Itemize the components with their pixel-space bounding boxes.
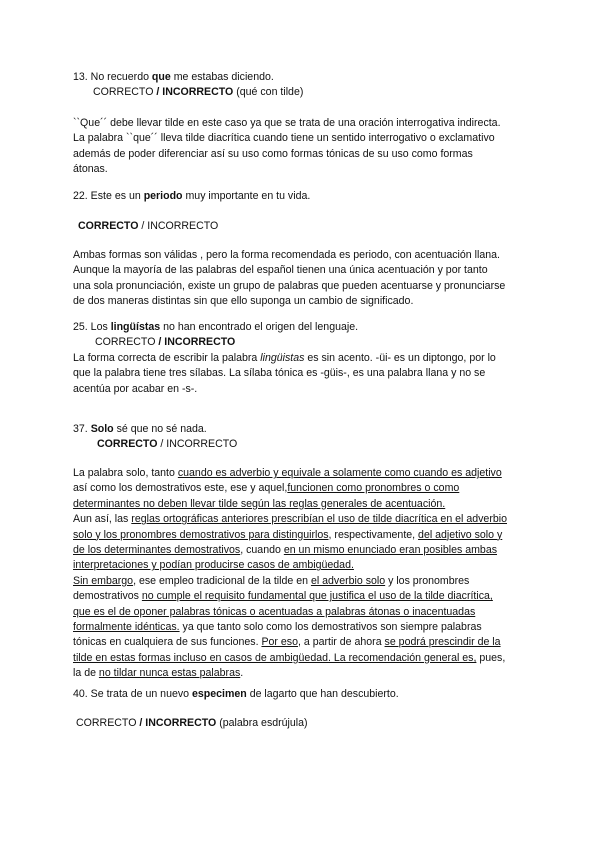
statement-text: de lagarto que han descubierto. xyxy=(246,688,399,700)
explanation-text: La palabra solo, tanto xyxy=(73,467,178,479)
underlined-text: que es el de oponer palabras tónicas o acentuadas a palabras átonas o inacentuadas xyxy=(73,605,476,618)
explanation-text: la de xyxy=(73,667,99,680)
explanation-line xyxy=(73,589,533,604)
explanation-line xyxy=(73,558,533,573)
question-13-statement xyxy=(73,70,533,85)
question-25-statement xyxy=(73,320,533,335)
question-40-statement xyxy=(73,687,533,702)
underlined-text: no cumple el requisito fundamental que justifica el uso de la tilde diacrítica, xyxy=(141,590,493,603)
question-number: 25. xyxy=(73,321,88,333)
question-37-explanation xyxy=(73,466,533,682)
explanation-line: acentúa por acabar en -s-. xyxy=(73,382,198,395)
question-37 xyxy=(73,422,533,453)
explanation-line xyxy=(73,620,533,635)
question-25 xyxy=(73,320,533,397)
question-40-answer xyxy=(76,716,536,731)
explanation-line: La palabra ``que´´ lleva tilde diacrítica cuando tiene un sentido interrogativo o exclamativo xyxy=(73,132,495,145)
question-22-statement xyxy=(73,189,533,204)
explanation-text: y los pronombres xyxy=(385,574,470,587)
answer-note: (palabra esdrújula) xyxy=(216,717,308,729)
explanation-line: una sola pronunciación, existe un grupo de palabras que pueden acentuarse y pronunciarse xyxy=(73,279,506,292)
explanation-text: . xyxy=(240,667,244,680)
explanation-line xyxy=(73,481,533,496)
answer-option-incorrecto: / INCORRECTO xyxy=(138,220,219,232)
explanation-text: , ese empleo tradicional de la tilde en xyxy=(133,574,311,587)
explanation-text: Aun así, las xyxy=(73,513,132,526)
underlined-text: interpretaciones y podían producirse casos de ambigüedad. xyxy=(73,559,354,572)
explanation-line: átonas. xyxy=(73,163,108,176)
statement-text: Se trata de un nuevo xyxy=(87,688,192,700)
underlined-text: Por eso xyxy=(261,636,298,649)
underlined-text: formalmente idénticas. xyxy=(73,621,180,634)
underlined-text: el adverbio solo xyxy=(310,574,386,587)
answer-option-incorrecto-selected: / INCORRECTO xyxy=(156,86,234,99)
question-13-answer xyxy=(73,85,533,100)
statement-text: No recuerdo xyxy=(87,71,152,83)
underlined-text: no tildar nunca estas palabras xyxy=(98,667,241,680)
answer-option-correcto: CORRECTO xyxy=(95,336,159,349)
question-37-statement xyxy=(73,422,533,437)
explanation-line xyxy=(73,351,533,366)
question-13-explanation xyxy=(73,116,533,178)
answer-option-correcto: CORRECTO xyxy=(93,86,157,99)
explanation-line xyxy=(73,651,533,666)
statement-keyword: especimen xyxy=(191,688,247,700)
statement-text: sé que no sé nada. xyxy=(113,423,207,435)
question-22 xyxy=(73,189,533,204)
statement-text: me estabas diciendo. xyxy=(170,71,274,83)
underlined-text: en un mismo enunciado eran posibles ambas xyxy=(283,544,498,557)
question-22-answer xyxy=(78,219,538,234)
statement-keyword: periodo xyxy=(143,190,183,202)
explanation-line xyxy=(73,512,533,527)
explanation-italic-word: lingüistas xyxy=(260,351,305,364)
explanation-text: , a partir de ahora xyxy=(297,636,385,649)
explanation-line xyxy=(73,543,533,558)
explanation-line: Ambas formas son válidas , pero la forma recomendada es periodo, con acentuación llana. xyxy=(73,249,500,261)
explanation-line xyxy=(73,574,533,589)
underlined-text: funcionen como pronombres o como xyxy=(287,482,460,495)
underlined-text: solo y los pronombres demostrativos para distinguirlos xyxy=(73,528,329,541)
explanation-text: pues, xyxy=(476,651,506,664)
explanation-line: ``Que´´ debe llevar tilde en este caso ya que se trata de una oración interrogativa indirecta. xyxy=(73,117,501,129)
explanation-text: tónicas en cualquiera de sus funciones. xyxy=(73,636,262,649)
question-22-explanation xyxy=(73,248,533,310)
explanation-line xyxy=(73,666,533,681)
question-25-answer xyxy=(73,335,533,350)
underlined-text: se podrá prescindir de la xyxy=(384,636,501,649)
answer-option-incorrecto: / INCORRECTO xyxy=(157,438,238,451)
statement-text: Este es un xyxy=(87,190,144,202)
explanation-line xyxy=(73,635,533,650)
underlined-text: tilde en estas formas incluso en casos de ambigüedad. La recomendación general es, xyxy=(73,651,477,664)
explanation-text: demostrativos xyxy=(73,590,142,603)
answer-option-incorrecto-selected: / INCORRECTO xyxy=(139,717,217,729)
underlined-text: determinantes no deben llevar tilde según las reglas generales de acentuación. xyxy=(73,497,446,510)
explanation-text: La forma correcta de escribir la palabra xyxy=(73,351,261,364)
question-number: 37. xyxy=(73,423,88,435)
answer-option-correcto-selected: CORRECTO xyxy=(78,220,139,232)
statement-keyword: que xyxy=(151,71,171,83)
explanation-text: es sin acento. -üi- es un diptongo, por lo xyxy=(304,351,496,364)
question-number: 13. xyxy=(73,71,88,83)
explanation-text: ya que tanto solo como los demostrativos son siempre palabras xyxy=(179,621,482,634)
question-number: 22. xyxy=(73,190,88,202)
statement-keyword: Solo xyxy=(90,423,114,435)
underlined-text: cuando es adverbio y equivale a solamente como cuando es adjetivo xyxy=(177,467,502,479)
explanation-line xyxy=(73,466,533,481)
underlined-text: del adjetivo solo y xyxy=(418,528,503,541)
question-40 xyxy=(73,687,533,702)
underlined-text: de los determinantes demostrativos xyxy=(73,544,241,557)
explanation-line: de dos maneras distintas sin que ello suponga un cambio de significado. xyxy=(73,295,414,308)
answer-note: (qué con tilde) xyxy=(233,86,304,99)
statement-keyword: lingüístas xyxy=(110,321,161,333)
explanation-text: así como los demostrativos este, ese y aquel, xyxy=(73,482,288,495)
question-number: 40. xyxy=(73,688,88,700)
question-13 xyxy=(73,70,533,101)
explanation-text: , cuando xyxy=(240,544,284,557)
underlined-text: Sin embargo xyxy=(73,574,134,587)
explanation-line xyxy=(73,528,533,543)
answer-option-correcto: CORRECTO xyxy=(76,717,140,729)
question-37-answer xyxy=(73,437,533,452)
explanation-text: , respectivamente, xyxy=(328,528,419,541)
explanation-line xyxy=(73,497,533,512)
explanation-line xyxy=(73,605,533,620)
explanation-line: además de poder diferenciar así su uso como formas tónicas de su uso como formas xyxy=(73,147,473,160)
answer-option-correcto-selected: CORRECTO xyxy=(97,438,158,451)
statement-text: Los xyxy=(87,321,111,333)
answer-option-incorrecto-selected: / INCORRECTO xyxy=(158,336,236,349)
statement-text: muy importante en tu vida. xyxy=(182,190,311,202)
underlined-text: reglas ortográficas anteriores prescribían el uso de tilde diacrítica en el adverbio xyxy=(131,513,507,526)
statement-text: no han encontrado el origen del lenguaje. xyxy=(160,321,359,333)
explanation-line: Aunque la mayoría de las palabras del español tienen una única acentuación y por tanto xyxy=(73,264,488,277)
explanation-line: que la palabra tiene tres sílabas. La sílaba tónica es -güis-, es una palabra llana y no se xyxy=(73,367,486,380)
